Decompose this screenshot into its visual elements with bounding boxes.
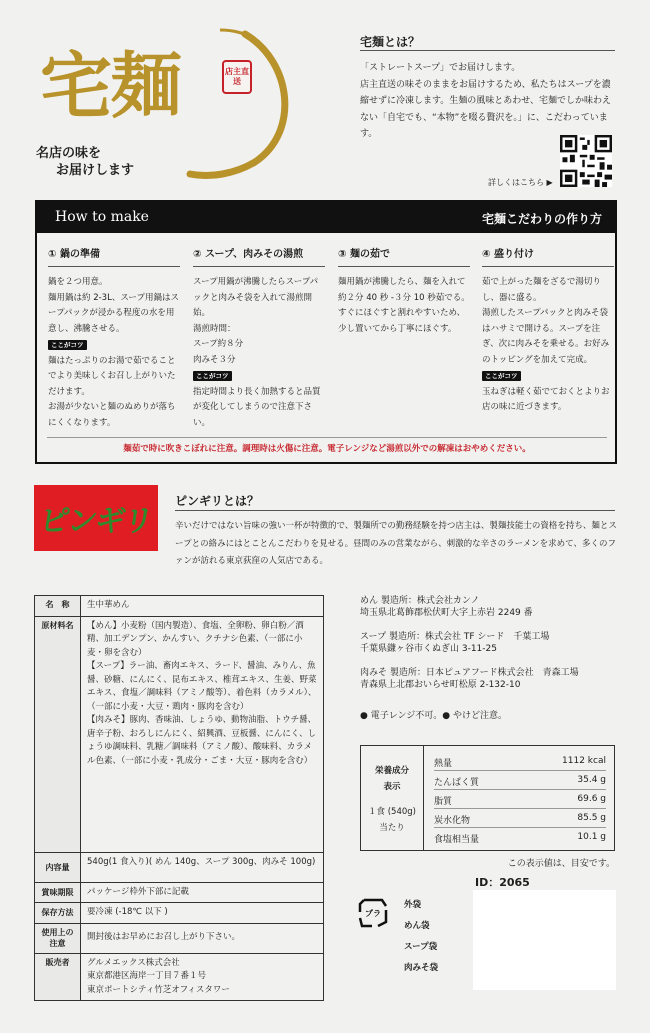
caution-notes: ● 電子レンジ不可。● やけど注意。 [360, 711, 507, 721]
nutrition-row: たんぱく質 35.4 g [434, 771, 606, 790]
table-row: 賞味期限 パッケージ枠外下部に記載 [35, 882, 324, 903]
svg-text:プラ: プラ [365, 909, 381, 918]
nutrition-row: 熱量 1112 kcal [434, 752, 606, 771]
list-item: スープ 製造所：株式会社 TF シード 千葉工場 千葉県鎌ヶ谷市くぬぎ山 3-11-25 [360, 632, 550, 654]
table-row: 使用上の注意 開封後はお早めにお召し上がり下さい。 [35, 923, 324, 953]
about-title: 宅麺とは？ [360, 35, 421, 49]
step-1: ① 鍋の準備 鍋を２つ用意。 麺用鍋は約 2-3L、スープ用鍋はスープパックが浸かる程度の水を用意し、沸騰させる。 ここがコツ 麺はたっぷりのお湯で茹でることでより美味しくお召し上がりいただけます。 お湯が少ないと麺のぬめりが落ちにくくなります。 [48, 245, 180, 431]
label-blank-area [473, 890, 616, 990]
tip-badge: ここがコツ [48, 340, 87, 350]
table-row: 名 称 生中華めん [35, 596, 324, 617]
shop-description: 辛いだけではない旨味の強い一杯が特徴的で、製麺所での勤務経験を持つ店主は、製麺技能士の資格を持ち、麺とスープとの絡みにはとことんこだわりを見せる。昼間のみの営業ながら、刺激的な辛さのラーメンを求めて、多くのファンが訪れる東京荻窪の人気店である。 [175, 521, 617, 566]
manufacturer-list [360, 595, 625, 703]
howto-header [35, 200, 617, 233]
nutrition-heading: 栄養成分 表示 １食 (540g) 当たり [361, 746, 424, 850]
list-item: 肉みそ 製造所：日本ピュアフード株式会社 青森工場 青森県上北郡おいらせ町松原 2-132-10 [360, 668, 579, 690]
nutrition-footnote: この表示値は、目安です。 [507, 859, 615, 869]
seal-stamp: 店主直送 [222, 60, 252, 94]
divider [47, 437, 607, 438]
table-row: 保存方法 要冷凍 (-18℃ 以下 ) [35, 903, 324, 924]
tip-badge: ここがコツ [482, 371, 521, 381]
tip-badge: ここがコツ [193, 371, 232, 381]
howto-title-jp: 宅麺こだわりの作り方 [481, 212, 602, 226]
table-row: 販売者 グルメエックス株式会社 東京都港区海岸一丁目７番１号 東京ポートシティ竹芝オフィスタワー [35, 953, 324, 1001]
nutrition-row: 食塩相当量 10.1 g [434, 832, 606, 845]
product-id: ID：2065 [475, 876, 530, 889]
shop-logo: ピンギリ [34, 485, 158, 551]
step-2: ② スープ、肉みその湯煎 スープ用鍋が沸騰したらスープパックと肉みそ袋を入れて湯煎開始。 湯煎時間： スープ約８分 肉みそ３分 ここがコツ 指定時間より長く加熱すると品質が変化してしまうので注意下さい。 [193, 245, 325, 431]
brand-logo: 宅麺 [40, 43, 181, 128]
howto-title-en: How to make [55, 209, 149, 225]
brand-tagline: 名店の味を お届けします [36, 146, 135, 178]
divider [175, 510, 615, 511]
recycle-list: 外袋 めん袋 スープ袋 肉みそ袋 [404, 900, 439, 973]
nutrition-row: 脂質 69.6 g [434, 790, 606, 809]
step-4: ④ 盛り付け 茹で上がった麺をざるで湯切りし、器に盛る。 湯煎したスープパックと肉みそ袋はハサミで開ける。スープを注ぎ、次に肉みそを乗せる。お好みのトッピングを加えて完成。 ここがコツ 玉ねぎは軽く茹でておくとよりお店の味に近づきます。 [482, 245, 614, 416]
cooking-warning: 麺茹で時に吹きこぼれに注意。調理時は火傷に注意。電子レンジなど湯煎以外での解凍はおやめください。 [123, 444, 531, 454]
nutrition-row: 炭水化物 85.5 g [434, 809, 606, 828]
table-row: 内容量 540g(1 食入り)( めん 140g、スープ 300g、肉みそ 100g) [35, 852, 324, 882]
table-row: 原材料名 【めん】小麦粉（国内製造）、食塩、全卵粉、卵白粉／酒精、加工デンプン、かんすい、クチナシ色素、（一部に小麦・卵を含む） 【スープ】ラー油、畜肉エキス、ラード、醤油、みりん、魚醤、砂糖、にんにく、昆布エキス、椎茸エキス、生姜、野菜エキス、食塩／調味料（アミノ酸等）、着色料（カラメル）、（一部に小麦・大豆・鶏肉・豚肉を含む） 【肉みそ】豚肉、香味油、しょうゆ、動物油脂、トウチ醤、唐辛子粉、おろしにんにく、紹興酒、豆板醤、にんにく、しょうゆ調味料、乳糖／調味料（アミノ酸）、酸味料、カラメル色素、（一部に小麦・乳成分・ごま・大豆・豚肉を含む） [35, 616, 324, 852]
divider [360, 50, 615, 51]
about-text: 「ストレートスープ」でお届けします。 店主直送の味そのままをお届けするため、私たちはスープを濃縮せずに冷凍します。生麺の風味とあわせ、宅麺でしか味わえない「自宅でも、“本物”を啜る贅沢を。」に、こだわっています。 [360, 63, 612, 139]
list-item: めん 製造所：株式会社カンノ 埼玉県北葛飾郡松伏町大字上赤岩 2249 番 [360, 596, 533, 618]
step-3: ③ 麺の茹で 麺用鍋が沸騰したら、麺を入れて約２分 40 秒 -３分 10 秒茹でる。すぐにほぐすと割れやすいため、少し置いてから丁寧にほぐす。 [338, 245, 470, 337]
product-info-table [34, 595, 324, 1001]
shop-title: ピンギリとは？ [175, 494, 260, 508]
qr-code-icon[interactable] [560, 135, 612, 187]
plastic-recycle-icon [358, 896, 388, 928]
qr-caption: 詳しくはこちら ▶ [488, 178, 553, 187]
